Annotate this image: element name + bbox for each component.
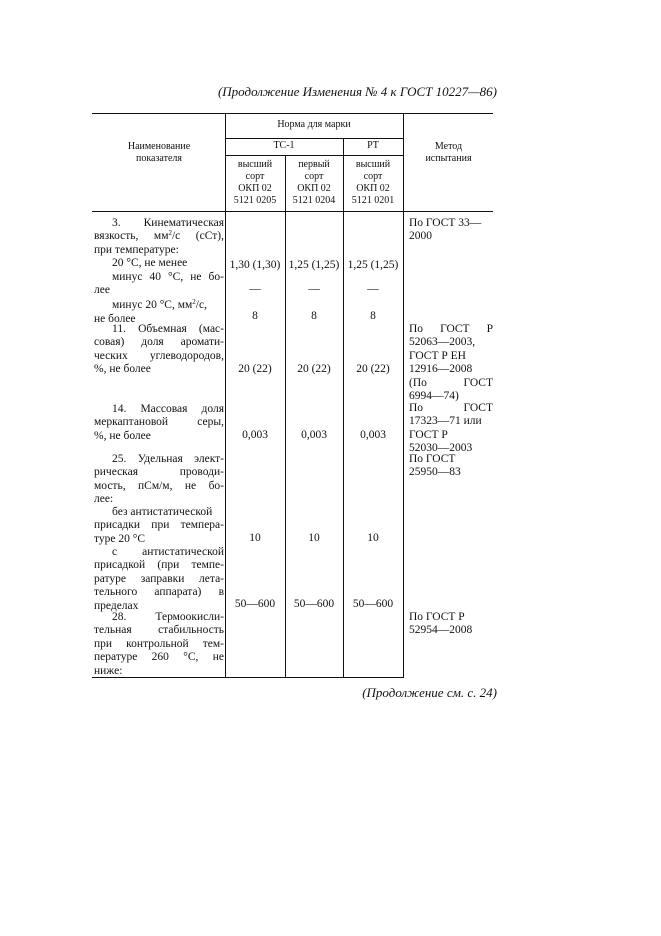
row25-sub-b: с антистатической присадкой (при темпе- ратуре заправки лета- тельного аппарата) в пределах xyxy=(94,546,224,612)
row25-method: По ГОСТ 25950—83 xyxy=(409,453,461,479)
row11-v2: 20 (22) xyxy=(297,363,331,375)
col-line-4 xyxy=(403,113,404,678)
row14-name: 14. Массовая доля меркаптановой серы, %, не более xyxy=(94,403,224,442)
row11-v1: 20 (22) xyxy=(238,363,272,375)
table-top-border xyxy=(92,113,493,114)
row14-v3: 0,003 xyxy=(360,429,386,441)
page-header: (Продолжение Изменения № 4 к ГОСТ 10227—86) xyxy=(217,84,497,99)
row25-a-v2: 10 xyxy=(308,532,320,544)
row3-name: 3. Кинематическая вязкость, $мм^2/с$ (сСт), при температуре: 20 °С, не менее минус 40 °С, не бо- лее минус 20 °С, $мм^2/с$, не более xyxy=(94,217,224,325)
row3-method: По ГОСТ 33— 2000 xyxy=(409,217,482,243)
norm-title: Норма для марки xyxy=(277,119,351,130)
row25-a-v1: 10 xyxy=(249,532,261,544)
col-line-3 xyxy=(343,138,344,678)
row3-m40-v2: — xyxy=(308,283,320,295)
row3-m20-v1: 8 xyxy=(252,310,258,322)
row14-method: По ГОСТ 17323—71 или ГОСТ Р 52030—2003 xyxy=(409,402,493,455)
row3-m20-v2: 8 xyxy=(311,310,317,322)
norm-title-underline xyxy=(225,138,403,139)
row3-20c-v3: 1,25 (1,25) xyxy=(347,259,399,271)
row3-20c-v2: 1,25 (1,25) xyxy=(288,259,340,271)
brand-ts1: ТС-1 xyxy=(273,140,295,151)
header-bottom-border xyxy=(92,211,493,212)
brand-rt: РТ xyxy=(367,140,379,151)
row14-v2: 0,003 xyxy=(301,429,327,441)
row25-sub-a: без антистатической присадки при темпера- туре 20 °С xyxy=(94,506,224,545)
page-footer: (Продолжение см. с. 24) xyxy=(362,685,497,700)
row28-name: 28. Термоокисли- тельная стабильность при контрольной тем- пературе 260 °С, не ниже: xyxy=(94,611,224,677)
row25-name: 25. Удельная элект- рическая проводи- мость, пСм/м, не бо- лее: xyxy=(94,453,224,506)
sub-header-3: высший сорт ОКП 02 5121 0201 xyxy=(351,159,395,206)
row11-name: 11. Объемная (мас- совая) доля аромати- ческих углеводородов, %, не более xyxy=(94,323,224,376)
sub-header-2: первый сорт ОКП 02 5121 0204 xyxy=(292,159,336,206)
row28-method: По ГОСТ Р 52954—2008 xyxy=(409,611,473,637)
method-col-header: Метод испытания xyxy=(425,141,472,164)
row3-m20-v3: 8 xyxy=(370,310,376,322)
name-col-header: Наименование показателя xyxy=(127,141,191,164)
row14-v1: 0,003 xyxy=(242,429,268,441)
row3-20c-v1: 1,30 (1,30) xyxy=(229,259,281,271)
row25-b-v3: 50—600 xyxy=(352,598,394,610)
row25-b-v2: 50—600 xyxy=(293,598,335,610)
row11-method: По ГОСТ Р 52063—2003, ГОСТ Р ЕН 12916—2008 (По ГОСТ 6994—74) xyxy=(409,323,493,403)
row3-m40-v1: — xyxy=(249,283,261,295)
row25-a-v3: 10 xyxy=(367,532,379,544)
row25-b-v1: 50—600 xyxy=(234,598,276,610)
sub-header-1: высший сорт ОКП 02 5121 0205 xyxy=(233,159,277,206)
brand-underline xyxy=(225,155,403,156)
row3-m40-v3: — xyxy=(367,283,379,295)
row11-v3: 20 (22) xyxy=(356,363,390,375)
